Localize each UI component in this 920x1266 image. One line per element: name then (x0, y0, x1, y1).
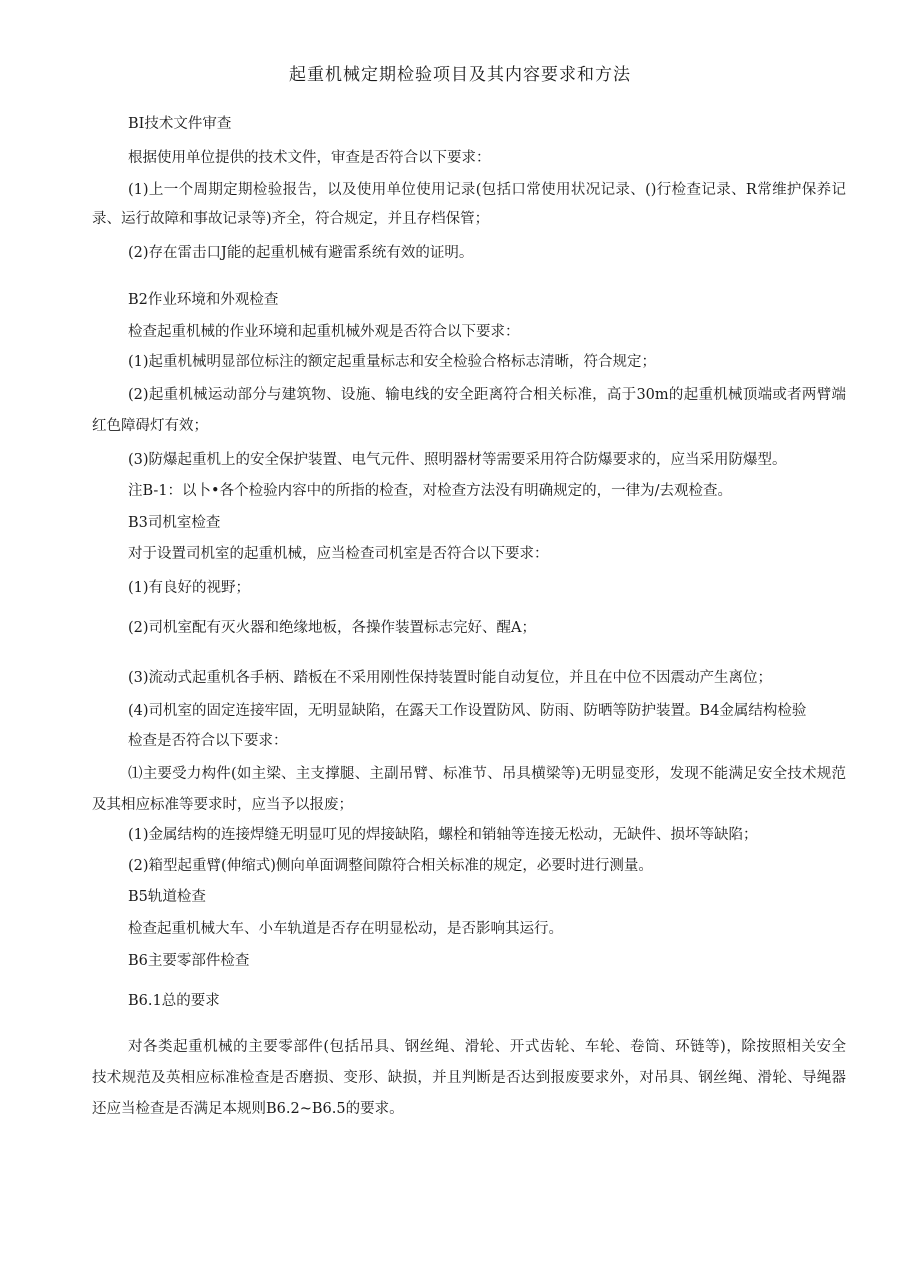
paragraph-line: (2)司机室配有灭火器和绝缘地板，各操作装置标志完好、醒A； (128, 620, 537, 636)
paragraph-line: (3)防爆起重机上的安全保护装置、电气元件、照明器材等需要采用符合防爆要求的，应当采用防爆型。 (128, 452, 787, 468)
paragraph-line: (2)起重机械运动部分与建筑物、设施、输电线的安全距离符合相关标准，高于30m的起重机械顶端或者两臂端 (128, 387, 846, 403)
paragraph-line: 对各类起重机械的主要零部件(包括吊具、钢丝绳、滑轮、开式齿轮、车轮、卷筒、环链等)，除按照相关安全 (128, 1039, 846, 1055)
paragraph-line: 检查是否符合以下要求： (128, 733, 288, 749)
paragraph-line: (1)上一个周期定期检验报告，以及使用单位使用记录(包括口常使用状况记录、()行检查记录、R常维护保养记 (128, 182, 846, 198)
paragraph-line: (1)有良好的视野； (128, 580, 251, 596)
paragraph-line: (1)金属结构的连接焊缝无明显叮见的焊接缺陷，螺栓和销轴等连接无松动，无缺件、损坏等缺陷； (128, 827, 758, 843)
section-heading-b6-1: B6.1总的要求 (128, 993, 220, 1009)
section-heading-b1: BI技术文件审查 (128, 116, 232, 132)
document-title: 起重机械定期检验项目及其内容要求和方法 (289, 65, 631, 85)
paragraph-line: 根据使用单位提供的技术文件，审查是否符合以下要求： (128, 150, 491, 166)
paragraph-line: ⑴主要受力构件(如主梁、主支撑腿、主副吊臂、标准节、吊具横梁等)无明显变形，发现不能满足安全技术规范 (128, 766, 846, 782)
paragraph-line: 红色障碍灯有效； (92, 418, 208, 434)
paragraph-line: 及其相应标准等要求时，应当予以报废； (92, 797, 353, 813)
section-heading-b2: B2作业环境和外观检查 (128, 292, 279, 308)
note-line: 注B-1：以卜•各个检验内容中的所指的检查，对检查方法没有明确规定的，一律为/去观检查。 (128, 483, 732, 499)
paragraph-line: (2)存在雷击口J能的起重机械有避雷系统有效的证明。 (128, 245, 474, 261)
paragraph-line: (4)司机室的固定连接牢固，无明显缺陷，在露天工作设置防风、防雨、防晒等防护装置。B4金属结构检验 (128, 703, 807, 719)
section-heading-b3: B3司机室检查 (128, 515, 221, 531)
paragraph-line: 还应当检查是否满足本规则B6.2~B6.5的要求。 (92, 1101, 404, 1117)
paragraph-line: 录、运行故障和事故记录等)齐全，符合规定，并且存档保管； (92, 211, 490, 227)
section-heading-b5: B5轨道检查 (128, 889, 206, 905)
paragraph-line: 对于设置司机室的起重机械，应当检查司机室是否符合以下要求： (128, 546, 549, 562)
paragraph-line: (1)起重机械明显部位标注的额定起重量标志和安全检验合格标志清晰，符合规定； (128, 354, 657, 370)
paragraph-line: 技术规范及英相应标准检查是否磨损、变形、缺损，并且判断是否达到报废要求外，对吊具、钢丝绳、滑轮、导绳器 (92, 1070, 846, 1086)
paragraph-line: 检查起重机械的作业环境和起重机械外观是否符合以下要求： (128, 324, 520, 340)
paragraph-line: 检查起重机械大车、小车轨道是否存在明显松动，是否影响其运行。 (128, 921, 563, 937)
paragraph-line: (2)箱型起重臂(伸缩式)侧向单面调整间隙符合相关标准的规定，必要时进行测量。 (128, 858, 653, 874)
section-heading-b6: B6主要零部件检查 (128, 953, 250, 969)
paragraph-line: (3)流动式起重机各手柄、踏板在不采用刚性保持装置时能自动复位，并且在中位不因震动产生离位； (128, 670, 773, 686)
